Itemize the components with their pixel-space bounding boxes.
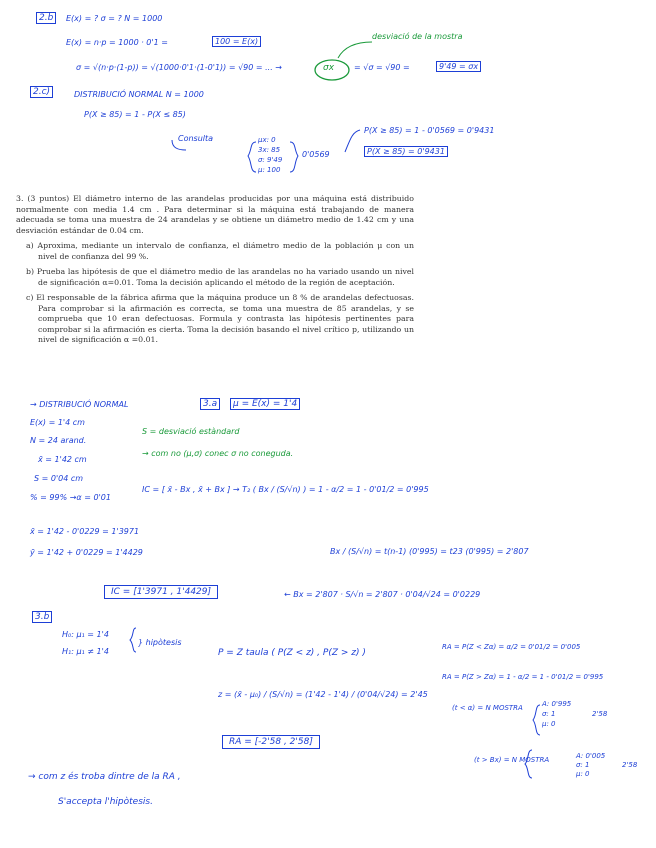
brace-t1 — [533, 705, 540, 735]
section-2b-head: E(x) = ? σ = ? N = 1000 — [66, 14, 163, 23]
data-1: N = 24 arand. — [30, 436, 87, 445]
problem-part-c: c) El responsable de la fábrica afirma que la máquina produce un 8 % de arandelas defectuosas. Para comprobar si la afirmación es correcta, se toma una muestra de 85 arandelas, y se comprueba que 10 eran defectuosas. Formula y contrasta las hipótesis pertinentes para comprobar si la afirmación es cierta. Toma la decisión basando el nivel crítico p, utilizando un nivel de significación α =0.01. — [26, 293, 414, 344]
section-2b-label: 2.b — [36, 12, 56, 24]
table-row-2: σ: 9'49 — [258, 156, 283, 164]
t1-val-2: μ: 0 — [542, 720, 556, 728]
arrow-to-result — [345, 130, 360, 152]
t-line: Bx / (S/√n) = t(n-1) (0'995) = t23 (0'995) = 2'807 — [330, 547, 529, 556]
section-2c-head: DISTRIBUCIÓ NORMAL N = 1000 — [74, 90, 204, 99]
t1-result: 2'58 — [592, 710, 608, 718]
problem-statement: 3. (3 puntos) El diámetro interno de las arandelas producidas por una máquina está distribuido normalmente con media 1.4 cm . Para determinar si la máquina está trabajando de manera adecuada se toma una muestra de 24 arandelas y se obtiene un diámetro medio de 1.42 cm y una desviación estándar de 0.04 cm. — [16, 194, 414, 235]
data-2: x̄ = 1'42 cm — [38, 455, 87, 464]
consulta-label: Consulta — [178, 134, 214, 143]
t2-val-1: σ: 1 — [576, 761, 590, 769]
t2-result: 2'58 — [622, 761, 638, 769]
sd-line: σ = √(n·p·(1-p)) = √(1000·0'1·(1-0'1)) = √90 = ... → — [76, 63, 283, 72]
green-arrow-stroke — [338, 42, 372, 58]
bx-line: ← Bx = 2'807 · S/√n = 2'807 · 0'04/√24 = 0'0229 — [284, 590, 481, 599]
data-4: % = 99% →α = 0'01 — [30, 493, 111, 502]
green-note-1: S = desviació estàndard — [142, 427, 240, 436]
ra-line-2: RA = P(Z > Zα) = 1 - α/2 = 1 - 0'01/2 = 0'995 — [442, 673, 604, 681]
brace-h — [130, 628, 136, 652]
mu-box: μ = E(x) = 1'4 — [230, 398, 300, 410]
ra-box: RA = [-2'58 , 2'58] — [222, 735, 320, 749]
t2-label: (t > Bx) = N MOSTRA — [474, 756, 550, 764]
t1-val-0: A: 0'995 — [542, 700, 572, 708]
section-3a-head: → DISTRIBUCIÓ NORMAL — [30, 400, 129, 409]
problem-part-b: b) Prueba las hipótesis de que el diámetro medio de las arandelas no ha variado usando un nivel de significación α=0.01. Toma la decisión aplicando el método de la región de aceptación. — [26, 267, 414, 287]
conclusion-1: → com z és troba dintre de la RA , — [28, 772, 181, 782]
green-note-2: → com no (μ,σ) conec σ no coneguda. — [142, 449, 294, 458]
hyp-label: } hipòtesis — [138, 638, 182, 647]
t1-label: (t < α) = N MOSTRA — [452, 704, 523, 712]
ic-line: IC = [ x̄ - Bx , x̄ + Bx ] → T₂ ( Bx / (S/√n) ) = 1 - α/2 = 1 - 0'01/2 = 0'995 — [142, 485, 429, 494]
section-3b-label: 3.b — [32, 611, 52, 623]
table-row-3: μ: 100 — [258, 166, 281, 174]
table-row-1: 3x: 85 — [258, 146, 281, 154]
upper-bound: ȳ = 1'42 + 0'0229 = 1'4429 — [30, 548, 143, 557]
problem-part-a: a) Aproxima, mediante un intervalo de confianza, el diámetro medio de la población μ con un nivel de confianza del 99 %. — [26, 241, 414, 261]
brace-table-2c — [248, 142, 256, 172]
section-3a-label: 3.a — [200, 398, 220, 410]
sd-circle-label: σx — [323, 63, 335, 73]
table-value: 0'0569 — [302, 150, 330, 159]
interval-box: IC = [1'3971 , 1'4429] — [104, 585, 218, 599]
t1-val-1: σ: 1 — [542, 710, 556, 718]
mean-line: E(x) = n·p = 1000 · 0'1 = — [66, 38, 168, 47]
conclusion-2: S'accepta l'hipòtesis. — [58, 797, 153, 807]
lower-bound: x̄ = 1'42 - 0'0229 = 1'3971 — [30, 527, 140, 536]
sd-box: 9'49 = σx — [436, 61, 481, 72]
sd-result: = √σ = √90 = — [354, 63, 410, 72]
mean-box: 100 = E(x) — [212, 36, 261, 47]
p-line: P = Z taula ( P(Z < z) , P(Z > z) ) — [218, 648, 366, 658]
data-3: S = 0'04 cm — [34, 474, 84, 483]
problem-block — [16, 194, 414, 346]
h0-line: H₀: μ₁ = 1'4 — [62, 630, 109, 639]
green-note: desviació de la mostra — [372, 32, 463, 41]
data-0: E(x) = 1'4 cm — [30, 418, 85, 427]
result-line: P(X ≥ 85) = 1 - 0'0569 = 0'9431 — [364, 126, 495, 135]
result-box: P(X ≥ 85) = 0'9431 — [364, 146, 448, 157]
t2-val-2: μ: 0 — [576, 770, 590, 778]
z-line: z = (x̄ - μ₀) / (S/√n) = (1'42 - 1'4) / (0'04/√24) = 2'45 — [218, 690, 428, 699]
table-row-0: μx: 0 — [258, 136, 276, 144]
ra-line-1: RA = P(Z < Zα) = α/2 = 0'01/2 = 0'005 — [442, 643, 581, 651]
t2-val-0: A: 0'005 — [576, 752, 606, 760]
h1-line: H₁: μ₁ ≠ 1'4 — [62, 647, 109, 656]
brace-right-2c — [290, 142, 298, 172]
section-2c-label: 2.c) — [30, 86, 53, 98]
prob-line: P(X ≥ 85) = 1 - P(X ≤ 85) — [84, 110, 186, 119]
